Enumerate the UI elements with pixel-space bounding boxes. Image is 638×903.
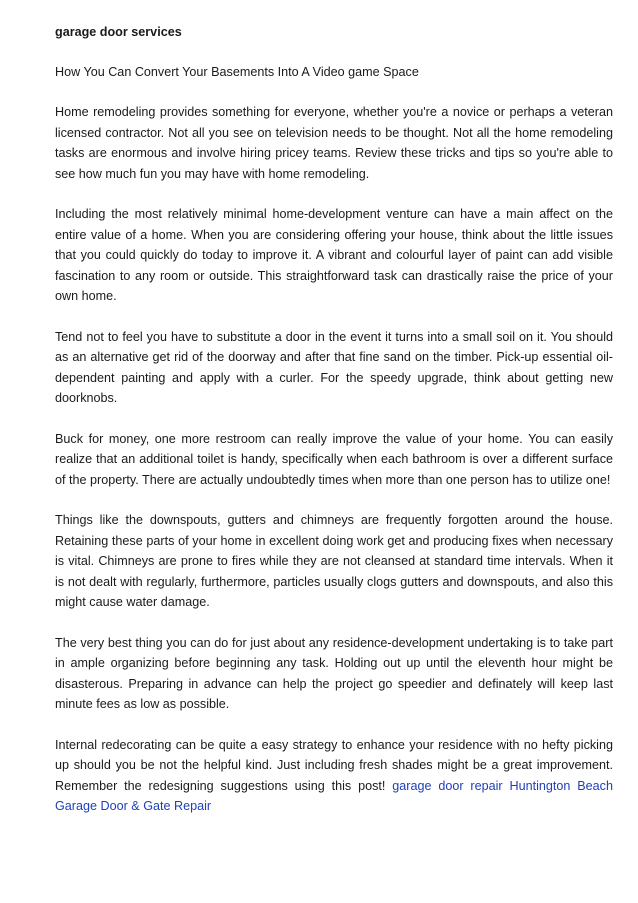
paragraph-7	[55, 735, 613, 817]
paragraph-7-text: Internal redecorating can be quite a easy strategy to enhance your residence with no hefty picking up should you be not the helpful kind. Just including fresh shades might be a great improvement. Remember the redesigning suggestions using this post!	[55, 737, 613, 793]
document-title: garage door services	[55, 25, 182, 39]
garage-door-gate-repair-link[interactable]: Garage Door & Gate Repair	[55, 799, 212, 813]
paragraph-5: Things like the downspouts, gutters and chimneys are frequently forgotten around the house. Retaining these parts of your home in excellent doing work get and producing fixes when necessary is vital. Chimneys are prone to fires while they are not cleansed at standard time intervals. When it is not dealt with regularly, furthermore, particles usually clogs gutters and downspouts, and also this might cause water damage.	[55, 513, 613, 609]
article-heading: How You Can Convert Your Basements Into A Video game Space	[55, 65, 419, 79]
paragraph-3: Tend not to feel you have to substitute a door in the event it turns into a small soil on it. You should as an alternative get rid of the doorway and after that fine sand on the timber. Pick-up essential oil-dependent painting and apply with a curler. For the speedy upgrade, think about getting new doorknobs.	[55, 329, 613, 405]
paragraph-4: Buck for money, one more restroom can really improve the value of your home. You can easily realize that an additional toilet is handy, specifically when each bathroom is over a different surface of the property. There are actually undoubtedly times when more than one person has to utilize one!	[55, 431, 613, 487]
document-page	[55, 22, 613, 837]
paragraph-6: The very best thing you can do for just about any residence-development undertaking is to take part in ample organizing before beginning any task. Holding out up until the eleventh hour might be disasterous. Preparing in advance can help the project go speedier and definately will keep last minute fees as low as possible.	[55, 635, 613, 711]
garage-door-repair-link[interactable]: garage door repair Huntington Beach	[392, 778, 613, 793]
paragraph-2: Including the most relatively minimal home-development venture can have a main affect on the entire value of a home. When you are considering offering your house, think about the little issues that you could quickly do today to improve it. A vibrant and colourful layer of paint can add visible fascination to any room or outside. This straightforward task can drastically raise the price of your own home.	[55, 207, 613, 303]
paragraph-1: Home remodeling provides something for everyone, whether you're a novice or perhaps a veteran licensed contractor. Not all you see on television needs to be thought. Not all the home remodeling tasks are enormous and involve hiring pricey teams. Review these tricks and tips so you're able to see how much fun you may have with home remodeling.	[55, 105, 613, 181]
